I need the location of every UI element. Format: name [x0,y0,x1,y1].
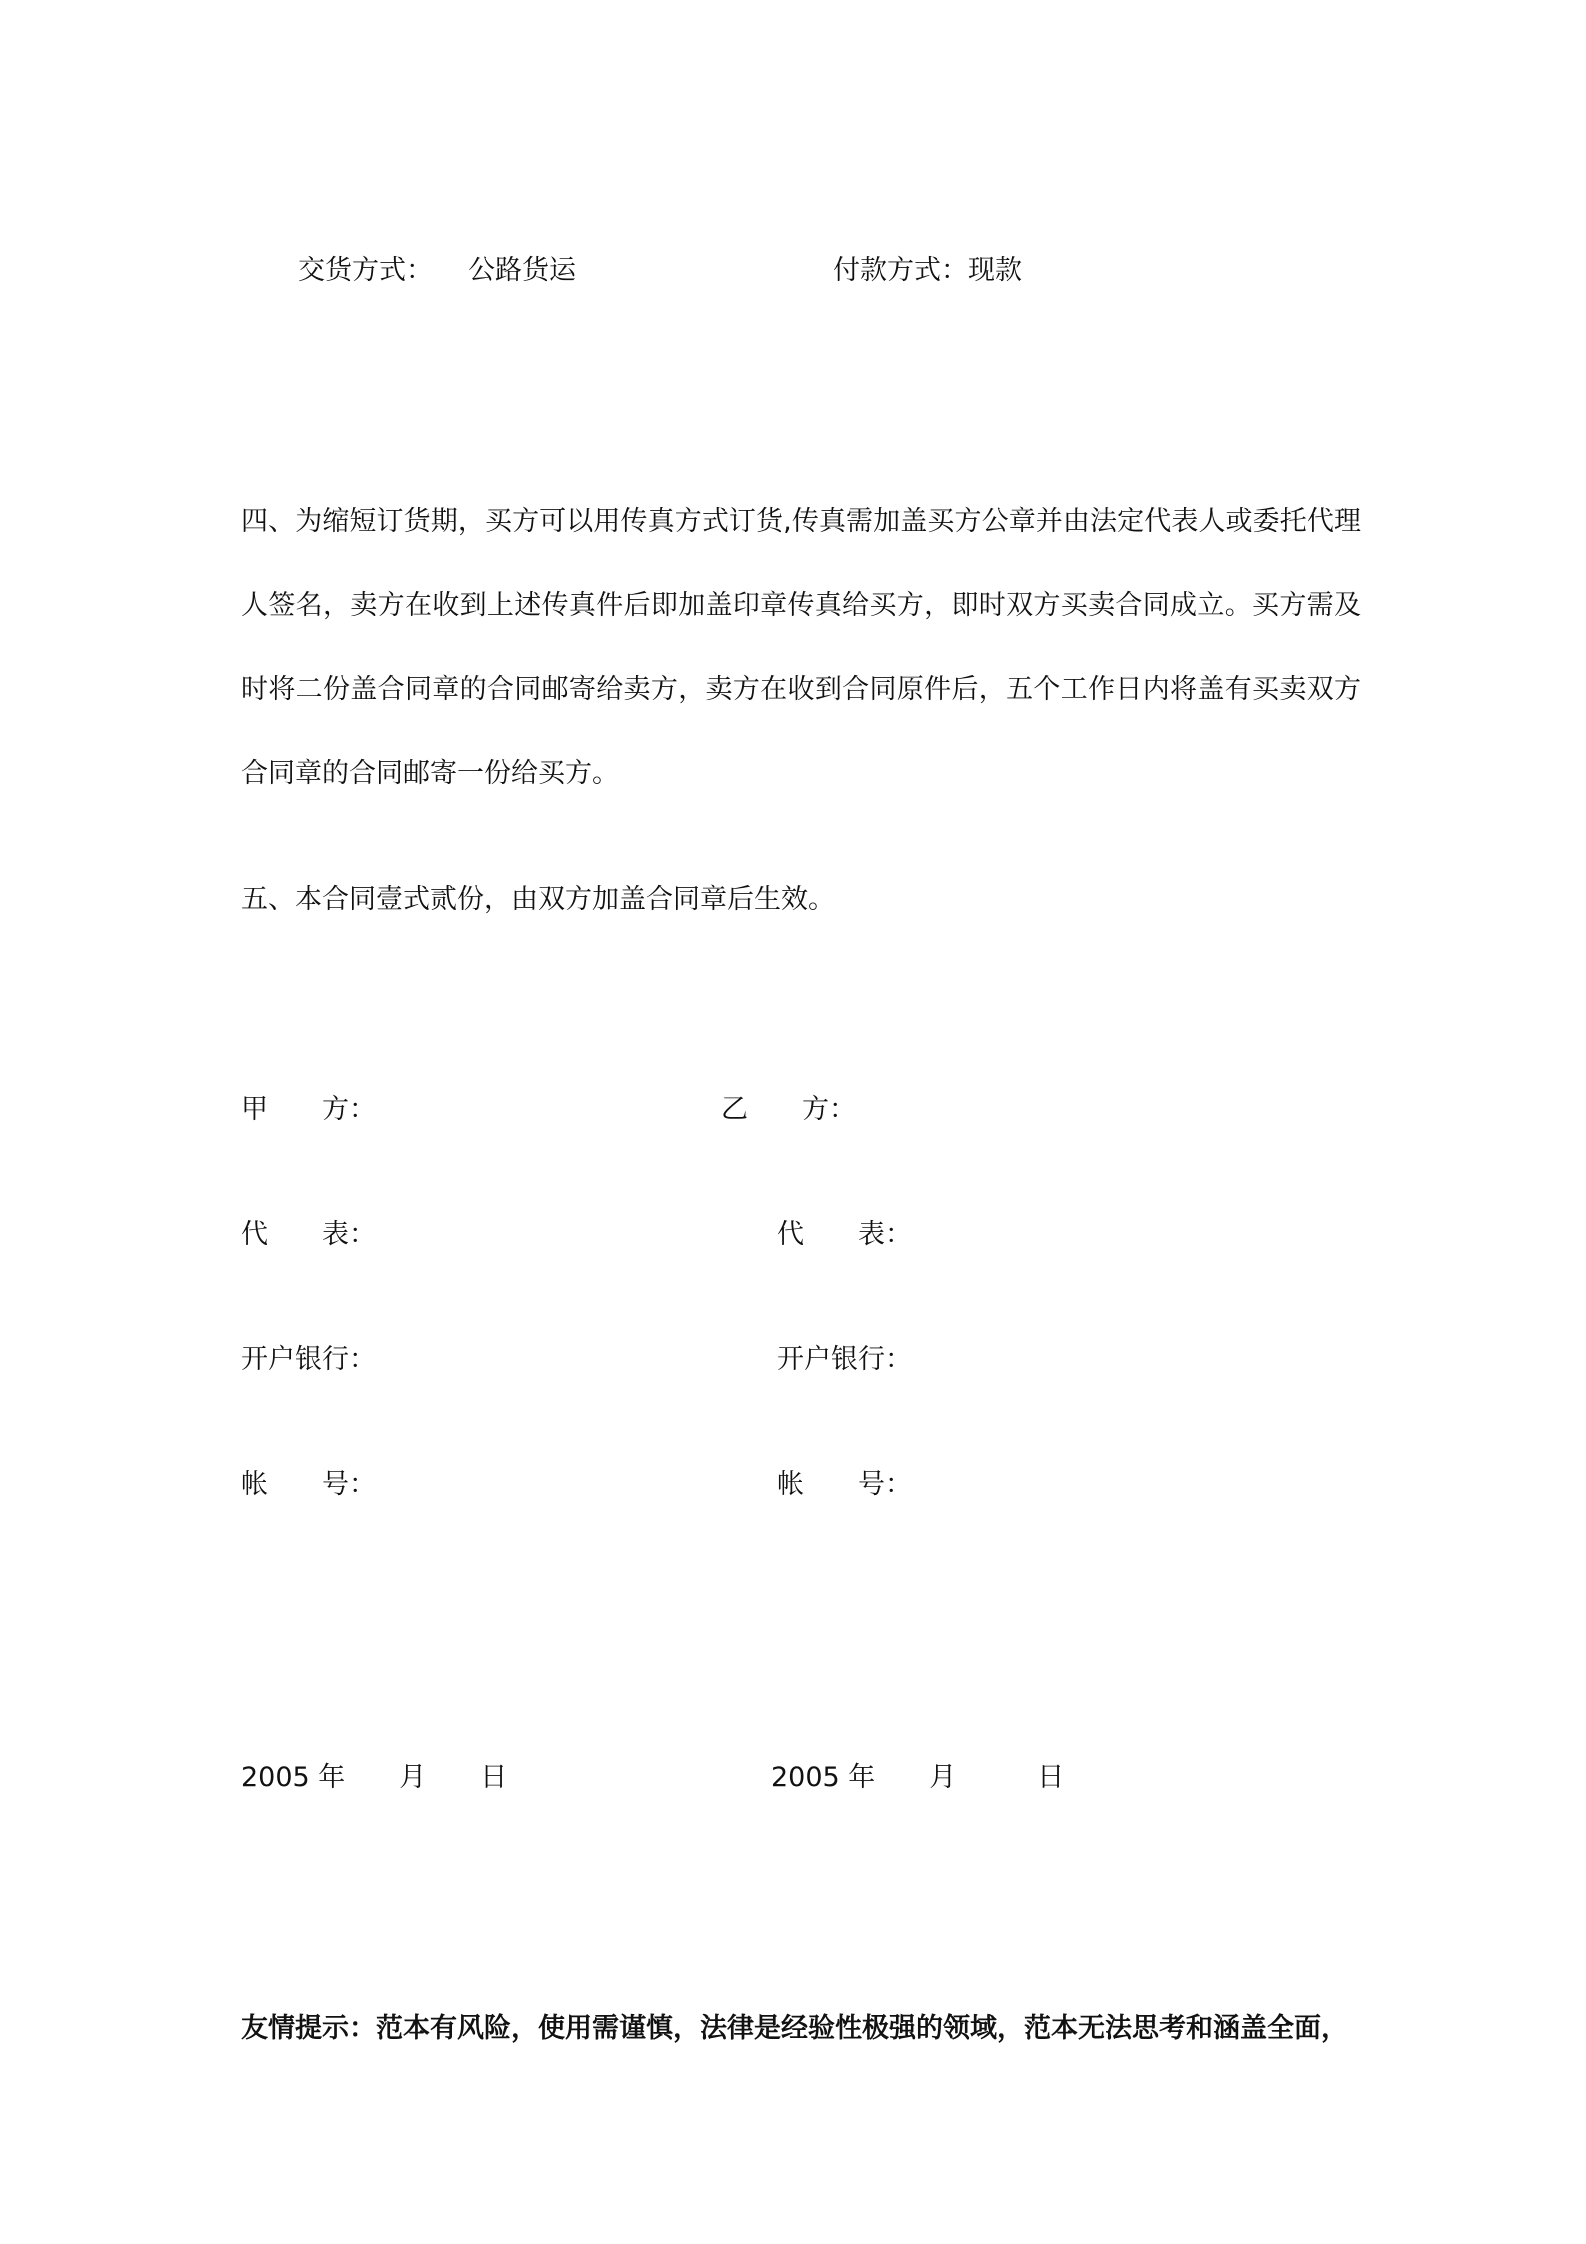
clause-4-paragraph: 四、为缩短订货期，买方可以用传真方式订货,传真需加盖买方公章并由法定代表人或委托代理人签名，卖方在收到上述传真件后即加盖印章传真给买方，即时双方买卖合同成立。买方需及时将二份盖合同章的合同邮寄给卖方，卖方在收到合同原件后，五个工作日内将盖有买卖双方合同章的合同邮寄一份给买方。 [241,506,1361,789]
party-b-date: 2005 年 月 日 [771,1762,1065,1793]
party-a-account-label: 帐 号： [241,1469,376,1500]
payment-method: 付款方式：现款 [833,255,1022,286]
party-a-date: 2005 年 月 日 [241,1762,508,1793]
party-b-label: 乙 方： [721,1094,856,1125]
clause-5: 五、本合同壹式贰份，由双方加盖合同章后生效。 [241,884,835,915]
delivery-value: 公路货运 [468,255,576,286]
friendly-notice: 友情提示：范本有风险，使用需谨慎，法律是经验性极强的领域，范本无法思考和涵盖全面， [241,2013,1348,2044]
party-b-rep-label: 代 表： [777,1219,912,1250]
party-a-label: 甲 方： [241,1094,376,1125]
party-a-rep-label: 代 表： [241,1219,376,1250]
party-b-bank-label: 开户银行： [777,1344,912,1375]
party-b-account-label: 帐 号： [777,1469,912,1500]
party-a-bank-label: 开户银行： [241,1344,376,1375]
delivery-label: 交货方式： [298,255,433,286]
